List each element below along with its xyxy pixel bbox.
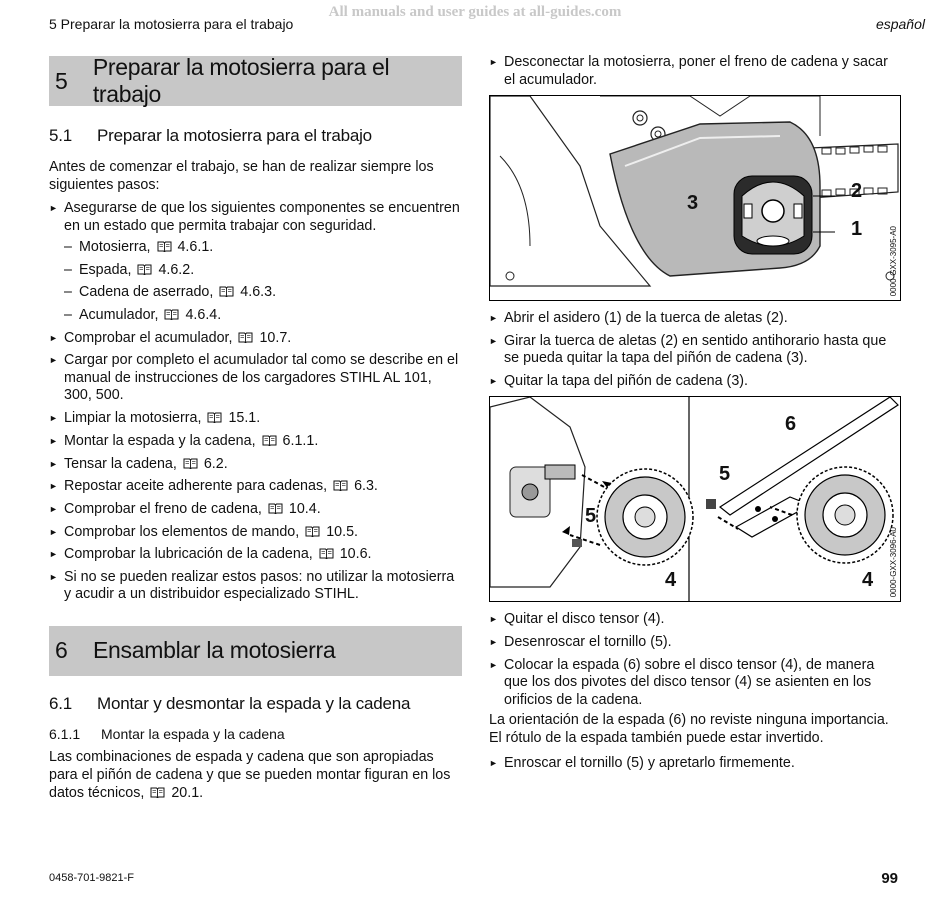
book-icon [207, 412, 222, 423]
list-item: ► Tensar la cadena, 6.2. [49, 456, 462, 474]
book-icon [319, 548, 334, 559]
callout-4-left: 4 [665, 569, 677, 592]
book-icon [268, 503, 283, 514]
page-number: 99 [881, 870, 898, 887]
list-item: – Acumulador, 4.6.4. [64, 307, 462, 325]
steps-list [49, 200, 462, 604]
section-number: 6 [55, 637, 68, 664]
component-list [64, 239, 462, 325]
running-header-language: español [875, 16, 925, 32]
tensioner-gear-left [597, 469, 693, 565]
section-number: 5 [55, 67, 68, 94]
subsection-title: Preparar la motosierra para el trabajo [97, 126, 372, 145]
book-icon [305, 526, 320, 537]
subsection-number: 5.1 [49, 126, 73, 145]
book-icon [262, 435, 277, 446]
intro-paragraph: Antes de comenzar el trabajo, se han de realizar siempre los siguientes pasos: [49, 159, 434, 193]
step-list-1 [489, 54, 902, 89]
list-item: ► Desconectar la motosierra, poner el freno de cadena y sacar el acumulador. [489, 54, 902, 89]
figure-2-illustration [490, 397, 900, 601]
subsection-6-1-heading [49, 694, 462, 714]
callout-4-right: 4 [862, 569, 874, 592]
list-item: ► Quitar el disco tensor (4). [489, 611, 902, 629]
book-icon [157, 241, 172, 252]
list-item: ► Limpiar la motosierra, 15.1. [49, 410, 462, 428]
list-item: – Cadena de aserrado, 4.6.3. [64, 284, 462, 302]
list-item: ► Cargar por completo el acumulador tal como se describe en el manual de instrucciones de los cargadores STIHL AL 101, 300, 500. [49, 352, 462, 405]
combinations-paragraph: Las combinaciones de espada y cadena que son apropiadas para el piñón de cadena y que se pueden montar figuran en los datos técnicos, 20.1. [49, 748, 451, 801]
list-item: ► Comprobar la lubricación de la cadena, 10.6. [49, 546, 462, 564]
section-5-heading [49, 56, 462, 106]
subsection-title: Montar la espada y la cadena [101, 725, 285, 742]
callout-2: 2 [851, 180, 863, 202]
list-item: – Motosierra, 4.6.1. [64, 239, 462, 257]
orientation-note: La orientación de la espada (6) no reviste ninguna importancia. El rótulo de la espada también puede estar invertido. [489, 712, 889, 747]
book-icon [137, 264, 152, 275]
subsection-5-1-heading [49, 126, 462, 146]
callout-5-right: 5 [719, 463, 731, 486]
list-item: ► Desenroscar el tornillo (5). [489, 634, 902, 652]
section-6-heading [49, 626, 462, 676]
section-title: Ensamblar la motosierra [93, 637, 336, 664]
section-title: Preparar la motosierra para el trabajo [92, 54, 390, 107]
subsection-number: 6.1.1 [49, 725, 81, 742]
step-list-2 [489, 310, 902, 390]
step-list-3 [489, 611, 902, 709]
list-item: – Espada, 4.6.2. [64, 262, 462, 280]
book-icon [150, 787, 165, 798]
right-column [489, 54, 902, 778]
tensioner-gear-right [797, 467, 893, 563]
book-icon [183, 458, 198, 469]
list-item: ► Repostar aceite adherente para cadenas, 6.3. [49, 478, 462, 496]
book-icon [219, 286, 234, 297]
list-item: ► Quitar la tapa del piñón de cadena (3). [489, 373, 902, 391]
list-item: ► Abrir el asidero (1) de la tuerca de aletas (2). [489, 310, 902, 328]
book-icon [164, 309, 179, 320]
list-item: ► Comprobar el acumulador, 10.7. [49, 330, 462, 348]
running-header-chapter: 5 Preparar la motosierra para el trabajo [49, 16, 294, 32]
figure-chain-sprocket-cover [489, 95, 901, 301]
list-item: ► Asegurarse de que los siguientes componentes se encuentren en un estado que permita trabajar con seguridad. – Motosierra, 4.6.1. – Espada, 4.6.2. – Cadena de aserrado, 4.6.3. – Acumulador, 4.6.4. [49, 200, 462, 325]
book-icon [238, 332, 253, 343]
book-icon [333, 480, 348, 491]
step-list-4 [489, 755, 902, 773]
figure-code: 0000-GXX-3096-A0 [889, 527, 898, 598]
list-item: ► Si no se pueden realizar estos pasos: no utilizar la motosierra y acudir a un distribuidor especializado STIHL. [49, 569, 462, 604]
list-item: ► Comprobar los elementos de mando, 10.5. [49, 524, 462, 542]
callout-6: 6 [785, 413, 797, 436]
list-item: ► Montar la espada y la cadena, 6.1.1. [49, 433, 462, 451]
callout-5-left: 5 [585, 505, 597, 528]
list-item: ► Colocar la espada (6) sobre el disco tensor (4), de manera que los dos pivotes del disco tensor (4) se asienten en los orificios de la cadena. [489, 657, 902, 710]
callout-1: 1 [851, 218, 863, 240]
left-column [49, 56, 462, 802]
subsection-title: Montar y desmontar la espada y la cadena [97, 693, 411, 713]
document-number: 0458-701-9821-F [49, 872, 135, 884]
list-item: ► Comprobar el freno de cadena, 10.4. [49, 501, 462, 519]
list-item: ► Enroscar el tornillo (5) y apretarlo firmemente. [489, 755, 902, 773]
subsection-6-1-1-heading [49, 726, 462, 742]
list-item: ► Girar la tuerca de aletas (2) en sentido antihorario hasta que se pueda quitar la tapa del piñón de cadena (3). [489, 333, 902, 368]
subsection-number: 6.1 [49, 693, 73, 713]
callout-3: 3 [687, 192, 699, 214]
figure-code: 0000-GXX-3095-A0 [889, 225, 898, 296]
figure-tensioner-and-bar [489, 396, 901, 602]
watermark: All manuals and user guides at all-guides.com [328, 4, 622, 20]
